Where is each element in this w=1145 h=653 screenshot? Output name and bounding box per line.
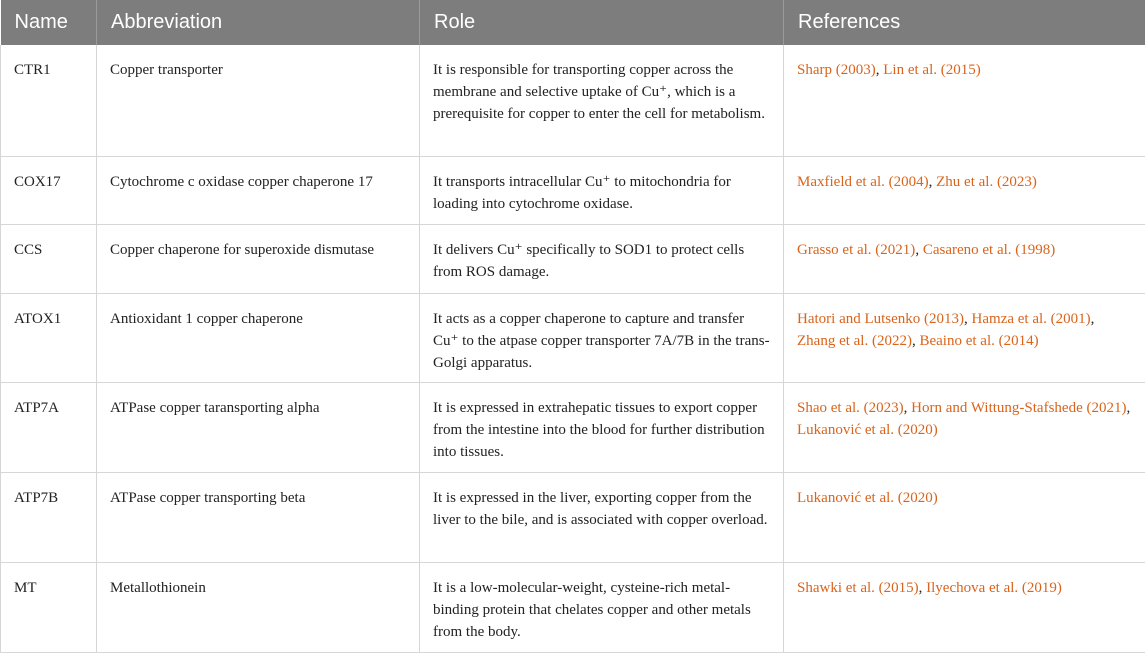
- reference-separator: ,: [919, 580, 927, 596]
- reference-separator: ,: [904, 400, 912, 416]
- cell-name: MT: [1, 563, 97, 653]
- cell-name: ATP7B: [1, 473, 97, 563]
- reference-link[interactable]: Lukanović et al. (2020): [797, 490, 938, 506]
- cell-references: [784, 45, 1145, 157]
- reference-separator: ,: [1091, 311, 1095, 327]
- cell-role: It delivers Cu⁺ specifically to SOD1 to protect cells from ROS damage.: [420, 225, 784, 294]
- cell-references: [784, 473, 1145, 563]
- cell-abbreviation: Antioxidant 1 copper chaperone: [97, 294, 420, 383]
- cell-role: It is expressed in the liver, exporting copper from the liver to the bile, and is associated with copper overload.: [420, 473, 784, 563]
- reference-link[interactable]: Ilyechova et al. (2019): [926, 580, 1062, 596]
- header-role: Role: [420, 0, 784, 45]
- reference-link[interactable]: Grasso et al. (2021): [797, 242, 915, 258]
- cell-name: ATP7A: [1, 383, 97, 473]
- reference-link[interactable]: Shao et al. (2023): [797, 400, 904, 416]
- cell-role: It is a low-molecular-weight, cysteine-rich metal-binding protein that chelates copper and other metals from the body.: [420, 563, 784, 653]
- cell-role: It transports intracellular Cu⁺ to mitochondria for loading into cytochrome oxidase.: [420, 157, 784, 225]
- reference-link[interactable]: Lukanović et al. (2020): [797, 422, 938, 438]
- reference-link[interactable]: Shawki et al. (2015): [797, 580, 919, 596]
- cell-abbreviation: Cytochrome c oxidase copper chaperone 17: [97, 157, 420, 225]
- table-row: [1, 563, 1145, 653]
- reference-separator: ,: [1126, 400, 1130, 416]
- cell-references: [784, 225, 1145, 294]
- table-row: [1, 45, 1145, 157]
- cell-name: CTR1: [1, 45, 97, 157]
- cell-name: ATOX1: [1, 294, 97, 383]
- cell-role: It acts as a copper chaperone to capture and transfer Cu⁺ to the atpase copper transporter 7A/7B in the trans-Golgi apparatus.: [420, 294, 784, 383]
- reference-link[interactable]: Beaino et al. (2014): [919, 333, 1038, 349]
- reference-link[interactable]: Zhu et al. (2023): [936, 174, 1037, 190]
- table-row: [1, 294, 1145, 383]
- reference-separator: ,: [876, 62, 884, 78]
- table-row: [1, 473, 1145, 563]
- cell-references: [784, 563, 1145, 653]
- reference-link[interactable]: Hamza et al. (2001): [972, 311, 1091, 327]
- reference-separator: ,: [915, 242, 923, 258]
- header-abbreviation: Abbreviation: [97, 0, 420, 45]
- table-row: [1, 383, 1145, 473]
- cell-abbreviation: ATPase copper transporting beta: [97, 473, 420, 563]
- header-references: References: [784, 0, 1145, 45]
- reference-link[interactable]: Sharp (2003): [797, 62, 876, 78]
- cell-name: COX17: [1, 157, 97, 225]
- header-name: Name: [1, 0, 97, 45]
- reference-link[interactable]: Zhang et al. (2022): [797, 333, 912, 349]
- cell-references: [784, 294, 1145, 383]
- table-header-row: [1, 0, 1145, 45]
- cell-abbreviation: Copper transporter: [97, 45, 420, 157]
- reference-link[interactable]: Casareno et al. (1998): [923, 242, 1055, 258]
- reference-link[interactable]: Horn and Wittung-Stafshede (2021): [911, 400, 1126, 416]
- table-body: [1, 45, 1145, 653]
- cell-references: [784, 157, 1145, 225]
- reference-link[interactable]: Lin et al. (2015): [883, 62, 980, 78]
- cell-role: It is expressed in extrahepatic tissues to export copper from the intestine into the blood for further distribution into tissues.: [420, 383, 784, 473]
- reference-link[interactable]: Maxfield et al. (2004): [797, 174, 929, 190]
- reference-separator: ,: [964, 311, 972, 327]
- reference-separator: ,: [912, 333, 920, 349]
- cell-name: CCS: [1, 225, 97, 294]
- reference-separator: ,: [929, 174, 937, 190]
- table-row: [1, 225, 1145, 294]
- cell-abbreviation: Metallothionein: [97, 563, 420, 653]
- cell-abbreviation: Copper chaperone for superoxide dismutase: [97, 225, 420, 294]
- cell-references: [784, 383, 1145, 473]
- reference-link[interactable]: Hatori and Lutsenko (2013): [797, 311, 964, 327]
- cell-abbreviation: ATPase copper taransporting alpha: [97, 383, 420, 473]
- cell-role: It is responsible for transporting copper across the membrane and selective uptake of Cu⁺, which is a prerequisite for copper to enter the cell for metabolism.: [420, 45, 784, 157]
- table-row: [1, 157, 1145, 225]
